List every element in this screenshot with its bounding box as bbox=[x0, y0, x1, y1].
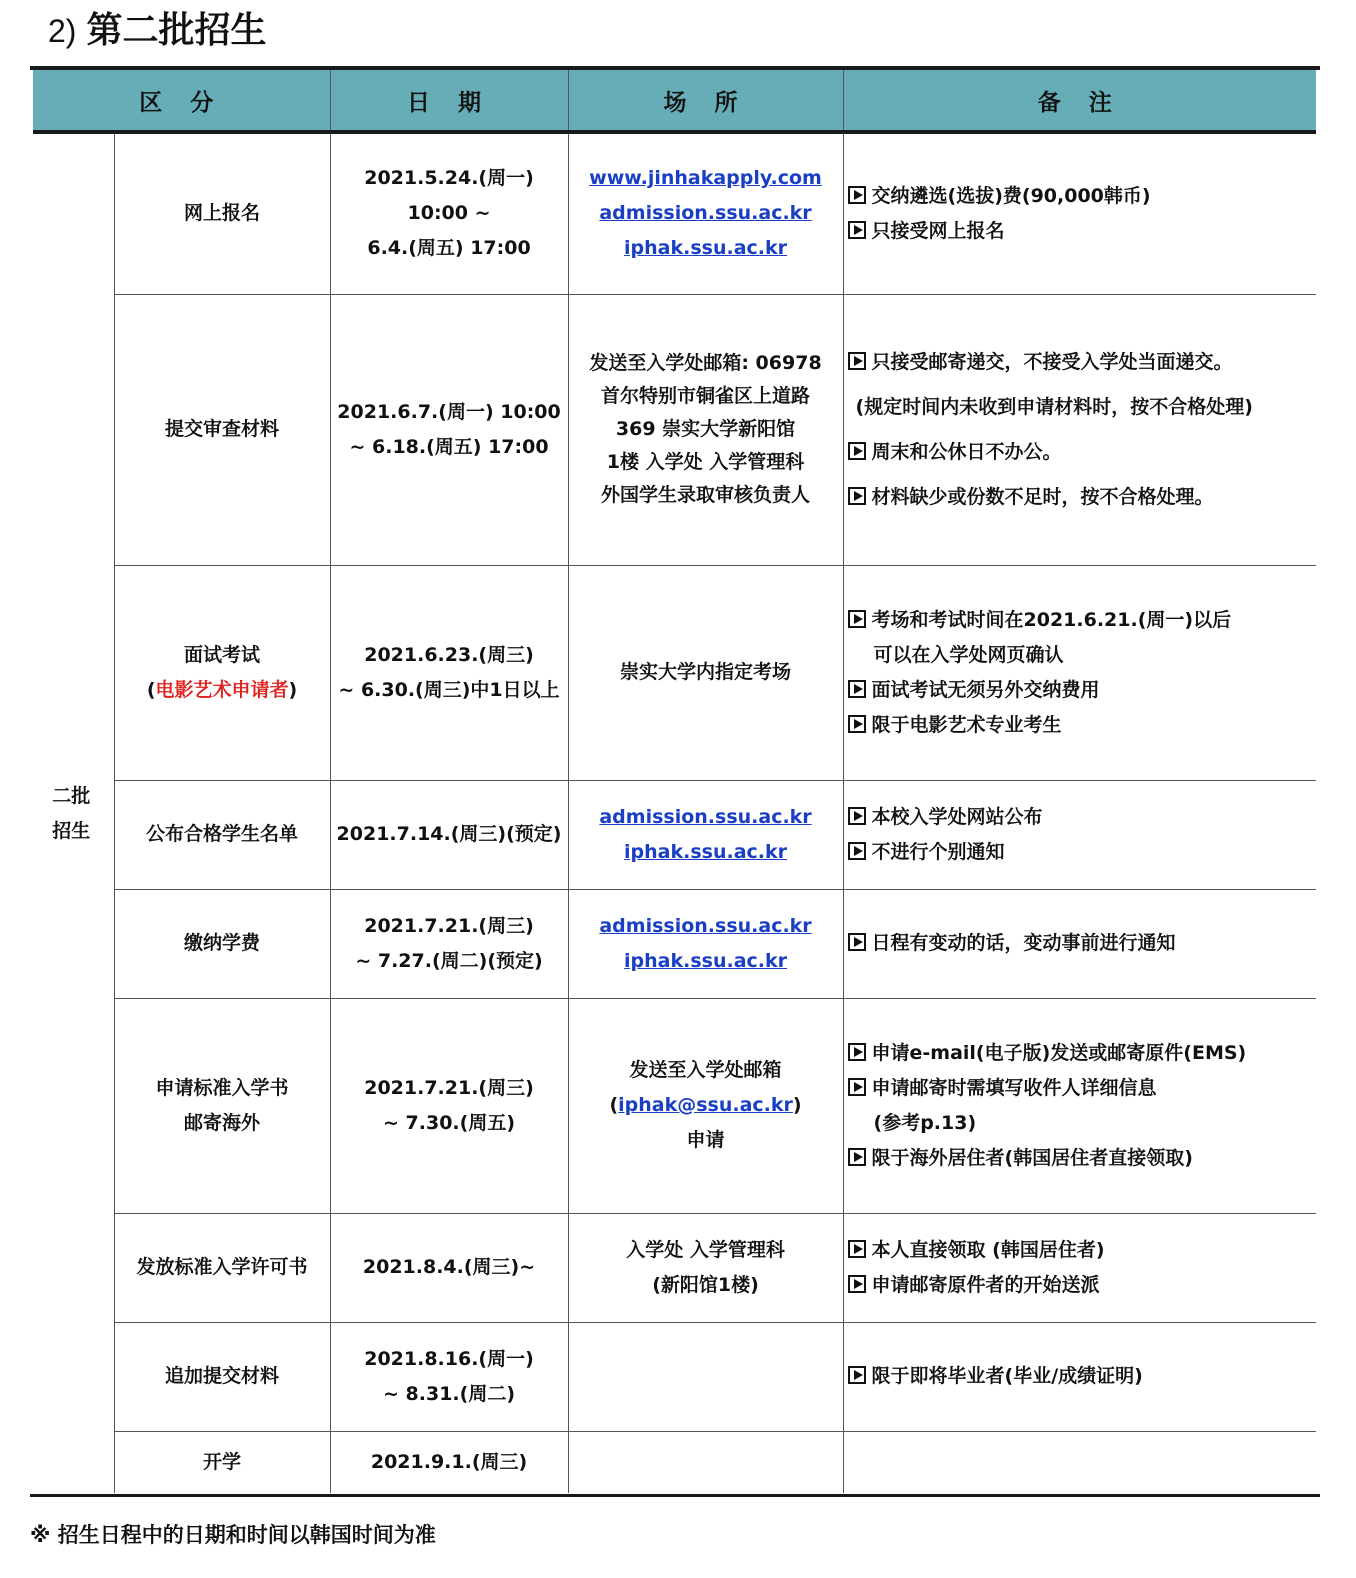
table-row bbox=[33, 132, 1316, 294]
section-number: 2) bbox=[48, 13, 77, 49]
place-line: (新阳馆1楼) bbox=[652, 1273, 759, 1296]
category-cell bbox=[114, 780, 330, 889]
category-text: 邮寄海外 bbox=[184, 1111, 261, 1134]
play-bullet-icon bbox=[848, 442, 866, 460]
note-item bbox=[848, 214, 1313, 249]
note-text: 申请邮寄原件者的开始送派 bbox=[871, 1273, 1100, 1296]
note-item bbox=[848, 835, 1313, 870]
play-bullet-icon bbox=[848, 715, 866, 733]
date-line: 2021.7.21.(周三) bbox=[364, 914, 534, 937]
link-admission[interactable]: admission.ssu.ac.kr bbox=[599, 202, 812, 225]
place-line: 369 崇实大学新阳馆 bbox=[615, 418, 796, 440]
note-item bbox=[848, 179, 1313, 214]
note-item bbox=[848, 430, 1313, 475]
date-cell bbox=[330, 294, 568, 565]
play-bullet-icon bbox=[848, 1148, 866, 1166]
note-item bbox=[848, 385, 1313, 430]
play-bullet-icon bbox=[848, 487, 866, 505]
date-line: 2021.5.24.(周一) 10:00 ~ bbox=[364, 167, 534, 225]
remarks-cell bbox=[843, 889, 1316, 998]
note-item bbox=[848, 800, 1313, 835]
note-text: 本校入学处网站公布 bbox=[871, 805, 1043, 828]
link-iphak[interactable]: iphak.ssu.ac.kr bbox=[624, 840, 787, 863]
category-sub bbox=[119, 673, 326, 708]
note-text: (规定时间内未收到申请材料时，按不合格处理) bbox=[855, 395, 1253, 418]
remarks-cell bbox=[843, 780, 1316, 889]
link-admission[interactable]: admission.ssu.ac.kr bbox=[599, 914, 812, 937]
category-text: 追加提交材料 bbox=[165, 1365, 280, 1387]
date-cell bbox=[330, 998, 568, 1213]
place-email-line bbox=[573, 1088, 839, 1123]
header-category: 区 分 bbox=[33, 70, 330, 132]
note-item bbox=[848, 673, 1313, 708]
note-text: 面试考试无须另外交纳费用 bbox=[871, 678, 1100, 701]
note-item bbox=[848, 926, 1313, 961]
header-place: 场 所 bbox=[568, 70, 843, 132]
play-bullet-icon bbox=[848, 933, 866, 951]
date-line: ~ 6.30.(周三)中1日以上 bbox=[338, 678, 560, 701]
place-line: 外国学生录取审核负责人 bbox=[601, 484, 811, 506]
place-line: 首尔特别市铜雀区上道路 bbox=[601, 385, 811, 407]
date-line: ~ 8.31.(周二) bbox=[383, 1382, 516, 1405]
category-text: 公布合格学生名单 bbox=[146, 823, 299, 845]
paren-open: ( bbox=[146, 678, 156, 701]
table-row bbox=[33, 889, 1316, 998]
header-remarks: 备 注 bbox=[843, 70, 1316, 132]
note-text: 材料缺少或份数不足时，按不合格处理。 bbox=[871, 485, 1214, 508]
table-row bbox=[33, 998, 1316, 1213]
note-item bbox=[848, 1141, 1313, 1176]
date-line: 2021.9.1.(周三) bbox=[370, 1450, 528, 1473]
table-row bbox=[33, 565, 1316, 780]
remarks-cell bbox=[843, 294, 1316, 565]
schedule-table bbox=[33, 70, 1316, 1493]
place-cell bbox=[568, 1431, 843, 1493]
category-cell bbox=[114, 565, 330, 780]
remarks-cell bbox=[843, 565, 1316, 780]
date-cell bbox=[330, 132, 568, 294]
category-cell bbox=[114, 998, 330, 1213]
table-row bbox=[33, 1213, 1316, 1322]
note-item bbox=[848, 638, 1313, 673]
play-bullet-icon bbox=[848, 186, 866, 204]
category-cell bbox=[114, 1431, 330, 1493]
date-line: 2021.7.21.(周三) bbox=[364, 1076, 534, 1099]
footnote: ※ 招生日程中的日期和时间以韩国时间为准 bbox=[30, 1523, 436, 1547]
remarks-cell bbox=[843, 1213, 1316, 1322]
note-item bbox=[848, 1268, 1313, 1303]
category-cell bbox=[114, 132, 330, 294]
remarks-cell bbox=[843, 132, 1316, 294]
email-link[interactable]: iphak@ssu.ac.kr bbox=[618, 1094, 793, 1116]
group-label-line: 招生 bbox=[52, 819, 91, 842]
play-bullet-icon bbox=[848, 1043, 866, 1061]
place-line: 1楼 入学处 入学管理科 bbox=[606, 451, 805, 473]
note-text: 周末和公休日不办公。 bbox=[871, 440, 1062, 463]
place-line: 入学处 入学管理科 bbox=[626, 1238, 785, 1261]
date-line: 2021.7.14.(周三)(预定) bbox=[336, 823, 562, 845]
date-line: 2021.6.23.(周三) bbox=[364, 643, 534, 666]
section-title-text: 第二批招生 bbox=[86, 10, 267, 51]
play-bullet-icon bbox=[848, 842, 866, 860]
table-bottom-rule bbox=[30, 1494, 1320, 1497]
play-bullet-icon bbox=[848, 221, 866, 239]
place-cell bbox=[568, 780, 843, 889]
date-line: 2021.6.7.(周一) 10:00 bbox=[337, 400, 561, 423]
table-row bbox=[33, 1322, 1316, 1431]
note-item bbox=[848, 1233, 1313, 1268]
note-item bbox=[848, 1359, 1313, 1394]
date-line: 2021.8.4.(周三)~ bbox=[362, 1256, 536, 1278]
link-jinhakapply[interactable]: www.jinhakapply.com bbox=[589, 167, 822, 190]
note-item bbox=[848, 1071, 1313, 1106]
note-text: 考场和考试时间在2021.6.21.(周一)以后 bbox=[871, 608, 1232, 631]
place-cell bbox=[568, 889, 843, 998]
place-cell bbox=[568, 132, 843, 294]
place-cell bbox=[568, 1213, 843, 1322]
header-row bbox=[33, 70, 1316, 132]
paren-open: ( bbox=[609, 1094, 619, 1116]
play-bullet-icon bbox=[848, 680, 866, 698]
note-text: 不进行个别通知 bbox=[871, 840, 1005, 863]
place-line: 崇实大学内指定考场 bbox=[620, 661, 792, 683]
play-bullet-icon bbox=[848, 352, 866, 370]
place-line: 申请 bbox=[686, 1129, 725, 1151]
place-cell bbox=[568, 1322, 843, 1431]
note-text: 只接受网上报名 bbox=[871, 219, 1005, 242]
note-text: 申请邮寄时需填写收件人详细信息 bbox=[871, 1076, 1157, 1099]
note-item bbox=[848, 1106, 1313, 1141]
date-cell bbox=[330, 565, 568, 780]
date-line: ~ 6.18.(周五) 17:00 bbox=[349, 435, 549, 458]
place-line: 发送至入学处邮箱: 06978 bbox=[589, 352, 822, 374]
note-item bbox=[848, 708, 1313, 743]
note-item bbox=[848, 475, 1313, 520]
play-bullet-icon bbox=[848, 1240, 866, 1258]
note-item bbox=[848, 340, 1313, 385]
date-cell bbox=[330, 889, 568, 998]
play-bullet-icon bbox=[848, 1366, 866, 1384]
category-text: 申请标准入学书 bbox=[155, 1076, 289, 1099]
table-row bbox=[33, 780, 1316, 889]
date-cell bbox=[330, 1431, 568, 1493]
table-row bbox=[33, 1431, 1316, 1493]
category-cell bbox=[114, 294, 330, 565]
date-cell bbox=[330, 1322, 568, 1431]
link-admission[interactable]: admission.ssu.ac.kr bbox=[599, 805, 812, 828]
play-bullet-icon bbox=[848, 807, 866, 825]
note-text: (参考p.13) bbox=[873, 1111, 977, 1134]
note-text: 限于电影艺术专业考生 bbox=[871, 713, 1062, 736]
note-item bbox=[848, 1036, 1313, 1071]
date-cell bbox=[330, 780, 568, 889]
remarks-cell bbox=[843, 1431, 1316, 1493]
date-line: ~ 7.27.(周二)(预定) bbox=[355, 949, 543, 972]
note-text: 日程有变动的话，变动事前进行通知 bbox=[871, 932, 1176, 954]
category-text: 发放标准入学许可书 bbox=[136, 1256, 308, 1278]
paren-close: ) bbox=[792, 1094, 802, 1116]
group-label bbox=[33, 132, 114, 1493]
film-art-applicant: 电影艺术申请者 bbox=[155, 678, 289, 701]
note-item bbox=[848, 603, 1313, 638]
date-cell bbox=[330, 1213, 568, 1322]
note-text: 申请e-mail(电子版)发送或邮寄原件(EMS) bbox=[871, 1041, 1247, 1064]
note-text: 只接受邮寄递交，不接受入学处当面递交。 bbox=[871, 350, 1233, 373]
note-text: 交纳遴选(选拔)费(90,000韩币) bbox=[871, 184, 1151, 207]
remarks-cell bbox=[843, 998, 1316, 1213]
play-bullet-icon bbox=[848, 1078, 866, 1096]
note-text: 限于即将毕业者(毕业/成绩证明) bbox=[871, 1365, 1143, 1387]
section-title bbox=[48, 6, 266, 56]
link-iphak[interactable]: iphak.ssu.ac.kr bbox=[624, 237, 787, 260]
place-cell bbox=[568, 565, 843, 780]
play-bullet-icon bbox=[848, 1275, 866, 1293]
category-text: 开学 bbox=[203, 1450, 242, 1473]
date-line: 2021.8.16.(周一) bbox=[364, 1347, 534, 1370]
place-line: 发送至入学处邮箱 bbox=[629, 1059, 782, 1081]
note-text: 限于海外居住者(韩国居住者直接领取) bbox=[871, 1146, 1193, 1169]
place-cell bbox=[568, 998, 843, 1213]
category-cell bbox=[114, 1213, 330, 1322]
play-bullet-icon bbox=[848, 610, 866, 628]
table-row bbox=[33, 294, 1316, 565]
category-cell bbox=[114, 1322, 330, 1431]
date-line: ~ 7.30.(周五) bbox=[383, 1111, 516, 1134]
category-text: 缴纳学费 bbox=[184, 932, 261, 954]
category-text: 网上报名 bbox=[184, 202, 261, 225]
place-cell bbox=[568, 294, 843, 565]
category-text: 提交审查材料 bbox=[165, 418, 280, 440]
category-cell bbox=[114, 889, 330, 998]
category-text: 面试考试 bbox=[184, 643, 261, 666]
note-text: 可以在入学处网页确认 bbox=[873, 643, 1064, 666]
paren-close: ) bbox=[288, 678, 298, 701]
group-label-line: 二批 bbox=[52, 784, 91, 807]
header-date: 日 期 bbox=[330, 70, 568, 132]
note-text: 本人直接领取 (韩国居住者) bbox=[871, 1238, 1105, 1261]
date-line: 6.4.(周五) 17:00 bbox=[367, 237, 531, 260]
remarks-cell bbox=[843, 1322, 1316, 1431]
link-iphak[interactable]: iphak.ssu.ac.kr bbox=[624, 949, 787, 972]
